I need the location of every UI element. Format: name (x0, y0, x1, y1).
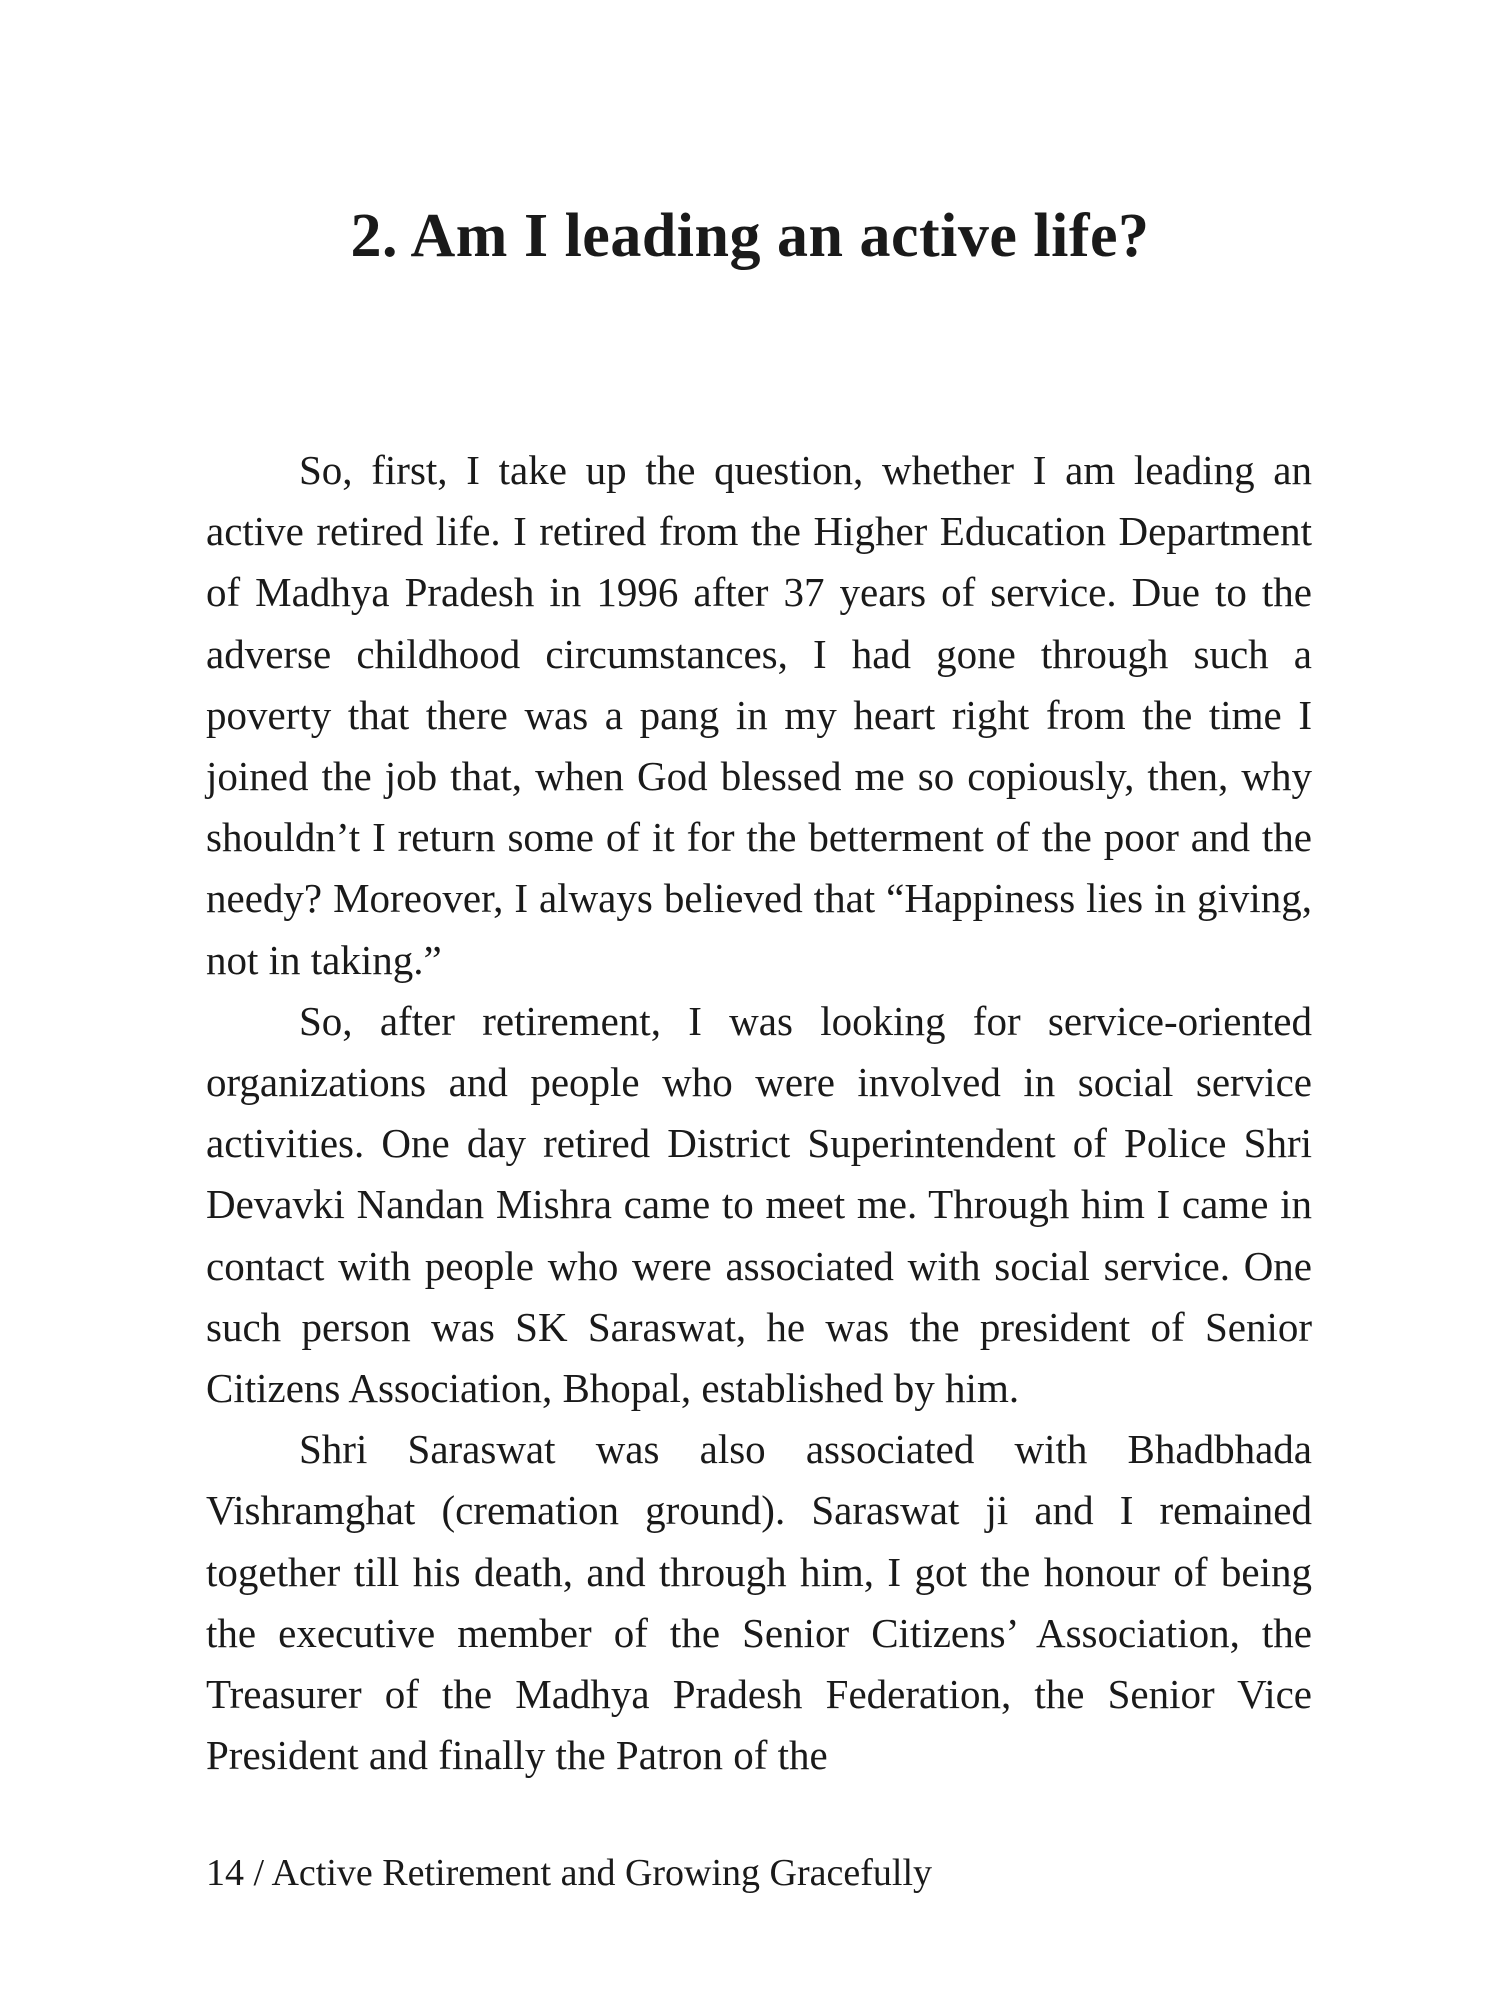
body-text (206, 440, 1312, 1786)
page-footer: 14 / Active Retirement and Growing Gracefully (206, 1852, 933, 1894)
paragraph: Shri Saraswat was also associated with Bhadbhada Vishramghat (cremation ground). Saraswat ji and I remained together till his death, and through him, I got the honour of being the executive member of the Senior Citizens’ Association, the Treasurer of the Madhya Pradesh Federation, the Senior Vice President and finally the Patron of the (206, 1426, 1312, 1779)
chapter-title: 2. Am I leading an active life? (350, 202, 1150, 270)
paragraph: So, first, I take up the question, whether I am leading an active retired life. I retired from the Higher Education Department of Madhya Pradesh in 1996 after 37 years of service. Due to the adverse childhood circumstances, I had gone through such a poverty that there was a pang in my heart right from the time I joined the job that, when God blessed me so copiously, then, why shouldn’t I return some of it for the betterment of the poor and the needy? Moreover, I always believed that “Happiness lies in giving, not in taking.” (206, 447, 1312, 983)
paragraph: So, after retirement, I was looking for service-oriented organizations and people who were involved in social service activities. One day retired District Superintendent of Police Shri Devavki Nandan Mishra came to meet me. Through him I came in contact with people who were associated with social service. One such person was SK Saraswat, he was the president of Senior Citizens Association, Bhopal, established by him. (206, 997, 1312, 1412)
